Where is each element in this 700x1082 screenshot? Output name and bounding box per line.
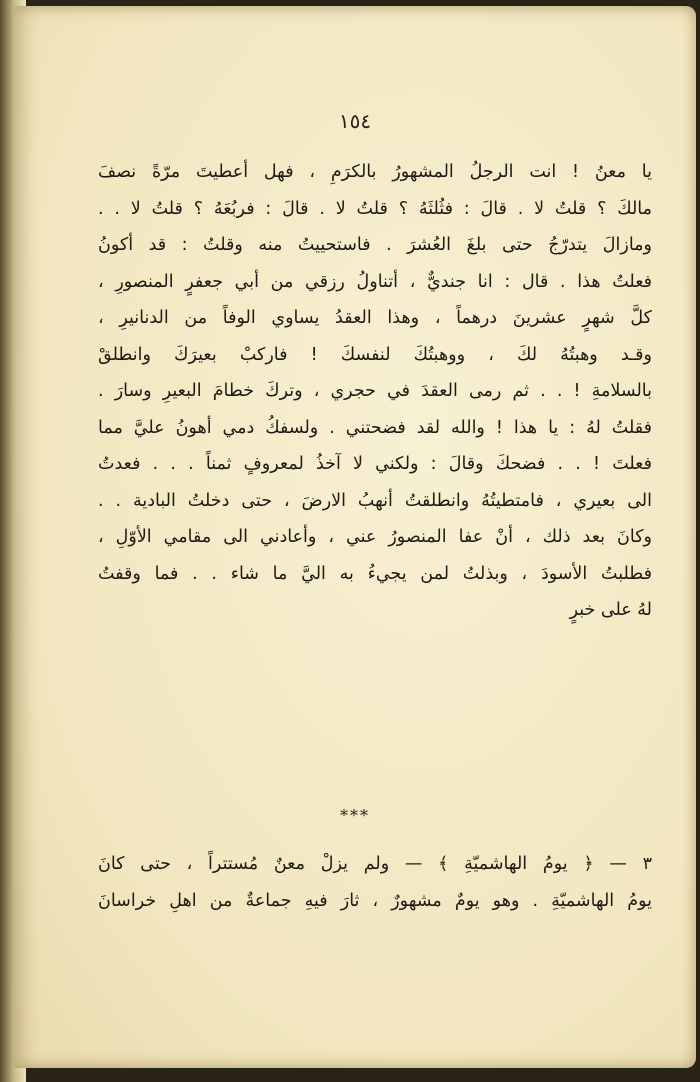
text-line: فطلبتُ الأسودَ ، وبذلتُ لمن يجيءُ به اليَّ ما شاء . . فما وقفتُ (98, 563, 652, 584)
paragraph-two (98, 846, 652, 919)
text-line: ٣ — ﴿ يومُ الهاشميّةِ ﴾ — ولم يزلْ معنٌ مُستتراً ، حتى كانَ (98, 854, 652, 874)
text-line: يومُ الهاشميّةِ . وهو يومٌ مشهورٌ ، ثارَ فيهِ جماعةٌ من اهلِ خراسانَ (98, 890, 652, 911)
text-line: كلَّ شهرٍ عشرينَ درهماً ، وهذا العقدُ يساوي الوفاً من الدنانيرِ ، (98, 308, 652, 328)
text-line: فعلتَ ! . . فضحكَ وقالَ : ولكني لا آخذُ لمعروفٍ ثمناً . . . فعدتُ (98, 454, 652, 474)
text-line: مالكَ ؟ قلتُ لا . قالَ : فثُلثَهُ ؟ قلتُ لا . قالَ : فربُعَهُ ؟ قلتُ لا . . (98, 198, 652, 219)
text-line: وقـد وهبتُهُ لكَ ، ووهبتُكَ لنفسكَ ! فاركبْ بعيرَكَ وانطلقْ (98, 344, 652, 365)
section-separator: *** (340, 806, 370, 825)
text-line: يا معنُ ! انت الرجلُ المشهورُ بالكرَمِ ، فهل أعطيتَ مرّةً نصفَ (98, 162, 652, 182)
text-line: لهُ على خبرٍ (569, 600, 652, 620)
text-line: الى بعيري ، فامتطيتُهُ وانطلقتُ أنهبُ الارضَ ، حتى دخلتُ البادية . . (98, 490, 652, 511)
paragraph-one (98, 154, 652, 629)
book-page (14, 6, 696, 1068)
text-line: وكانَ بعد ذلك ، أنْ عفا المنصورُ عني ، وأعادني الى مقامي الأوّلِ ، (98, 527, 652, 547)
text-line: فعلتُ هذا . قال : انا جنديٌّ ، أتناولُ رزقي من أبي جعفرٍ المنصورِ ، (98, 271, 652, 292)
text-line: بالسلامةِ ! . . ثم رمى العقدَ في حجري ، وتركَ خطامَ البعيرِ وسارَ . (98, 381, 652, 401)
text-line: ومازالَ يتدرّجُ حتى بلغَ العُشرَ . فاستحييتُ منه وقلتُ : قد أكونُ (98, 235, 652, 255)
page-number: ١٥٤ (338, 109, 372, 133)
text-line: فقلتُ لهُ : يا هذا ! والله لقد فضحتني . ولسفكُ دمي أهونُ عليَّ مما (98, 417, 652, 438)
